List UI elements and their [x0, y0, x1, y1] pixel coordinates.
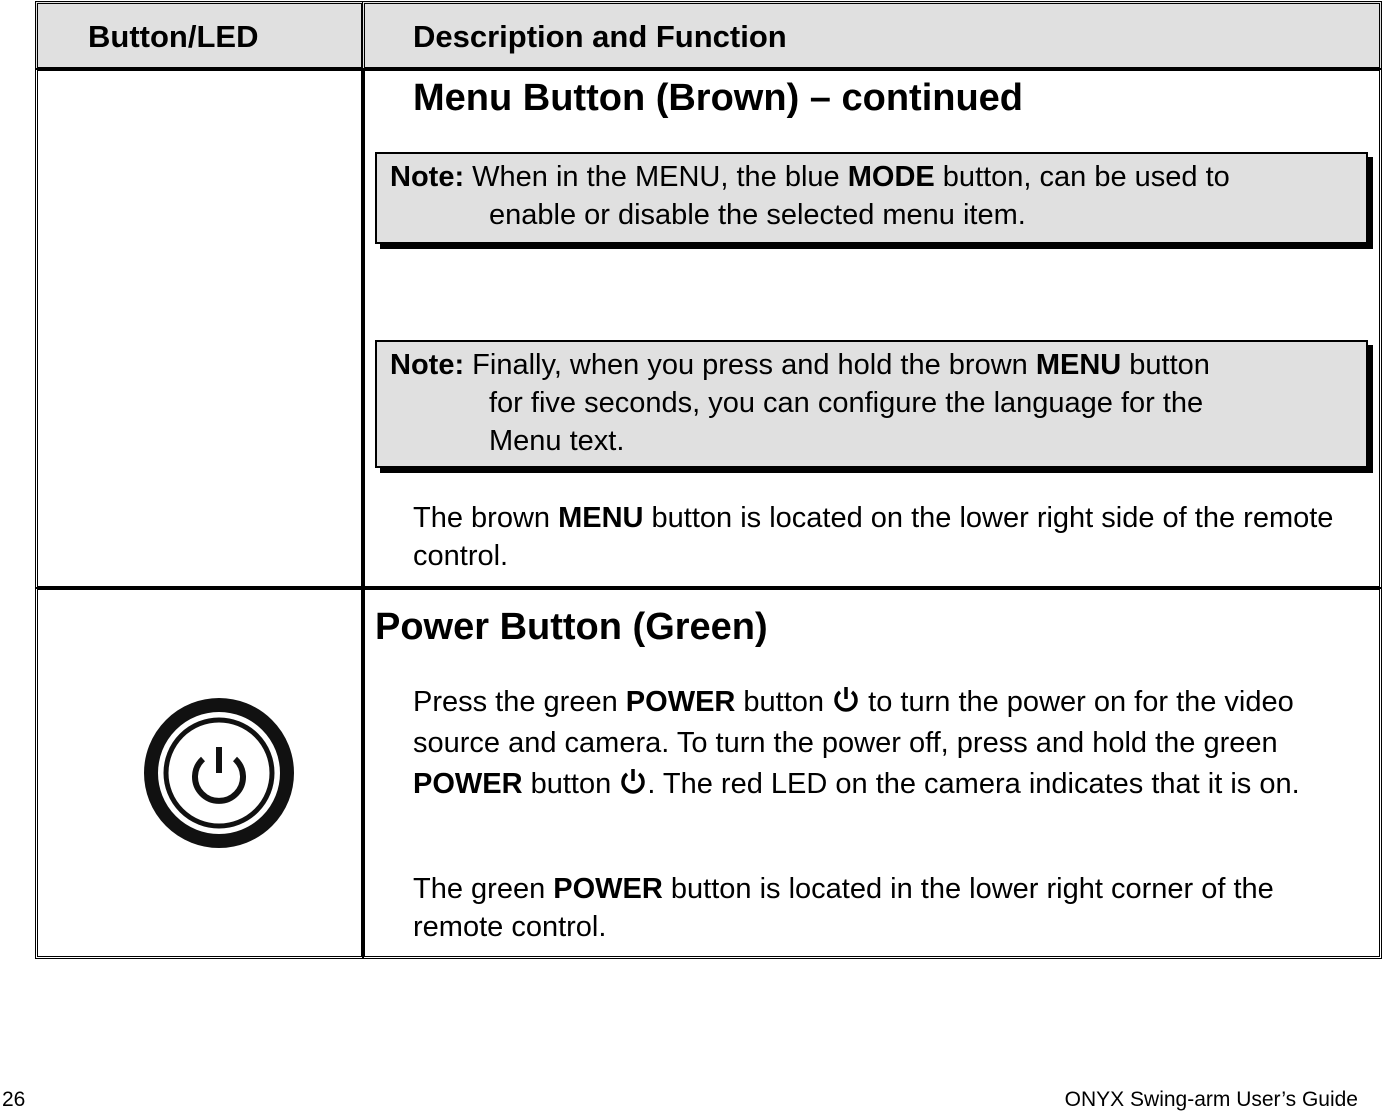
text: POWER — [413, 768, 523, 800]
text: button — [522, 768, 620, 800]
text: enable or disable the selected menu item. — [489, 199, 1026, 231]
text: Finally, when you press and hold the brown — [464, 349, 1036, 381]
header-description — [362, 1, 1382, 70]
text: The green — [413, 873, 554, 905]
note-label: Note: — [390, 161, 465, 193]
power-location-text — [413, 870, 1363, 946]
power-icon — [619, 767, 647, 795]
text: button — [1121, 349, 1210, 381]
header-button-led — [35, 1, 364, 70]
text: When in the MENU, the blue — [464, 161, 848, 193]
text: . The red LED on the camera indicates that it is on. — [647, 768, 1300, 800]
row2-icon-cell — [35, 587, 364, 959]
text: button — [735, 686, 833, 718]
text: POWER — [625, 686, 736, 718]
footer-title: ONYX Swing-arm User’s Guide — [1064, 1088, 1358, 1111]
power-usage-text — [413, 682, 1363, 805]
text: to turn the power on for the video source and camera. To turn the power off, press and hold the green — [413, 686, 1294, 759]
menu-location-text — [413, 499, 1363, 575]
note-label: Note: — [390, 349, 465, 381]
text: button, can be used to — [934, 161, 1230, 193]
text: The brown — [413, 502, 559, 534]
row2-description-cell — [362, 587, 1382, 959]
header-label: Description and Function — [413, 19, 787, 54]
row1-icon-cell — [35, 68, 364, 589]
header-label: Button/LED — [88, 19, 259, 54]
power-button-icon — [143, 697, 295, 849]
text: button is located in the lower right corner of the remote control. — [413, 873, 1274, 943]
page-number: 26 — [2, 1088, 26, 1111]
text: Menu text. — [489, 425, 625, 457]
text: button is located on the lower right side of the remote control. — [413, 502, 1334, 572]
power-icon — [832, 685, 860, 713]
note-mode — [375, 152, 1368, 244]
text: Press the green — [413, 686, 626, 718]
text: MODE — [847, 161, 935, 193]
text: POWER — [553, 873, 663, 905]
text: MENU — [1035, 349, 1122, 381]
power-button-title: Power Button (Green) — [375, 606, 768, 648]
text: for five seconds, you can configure the language for the — [489, 387, 1204, 419]
menu-button-title: Menu Button (Brown) – continued — [413, 77, 1024, 119]
text: MENU — [558, 502, 644, 534]
row1-description-cell — [362, 68, 1382, 589]
note-language — [375, 340, 1368, 468]
